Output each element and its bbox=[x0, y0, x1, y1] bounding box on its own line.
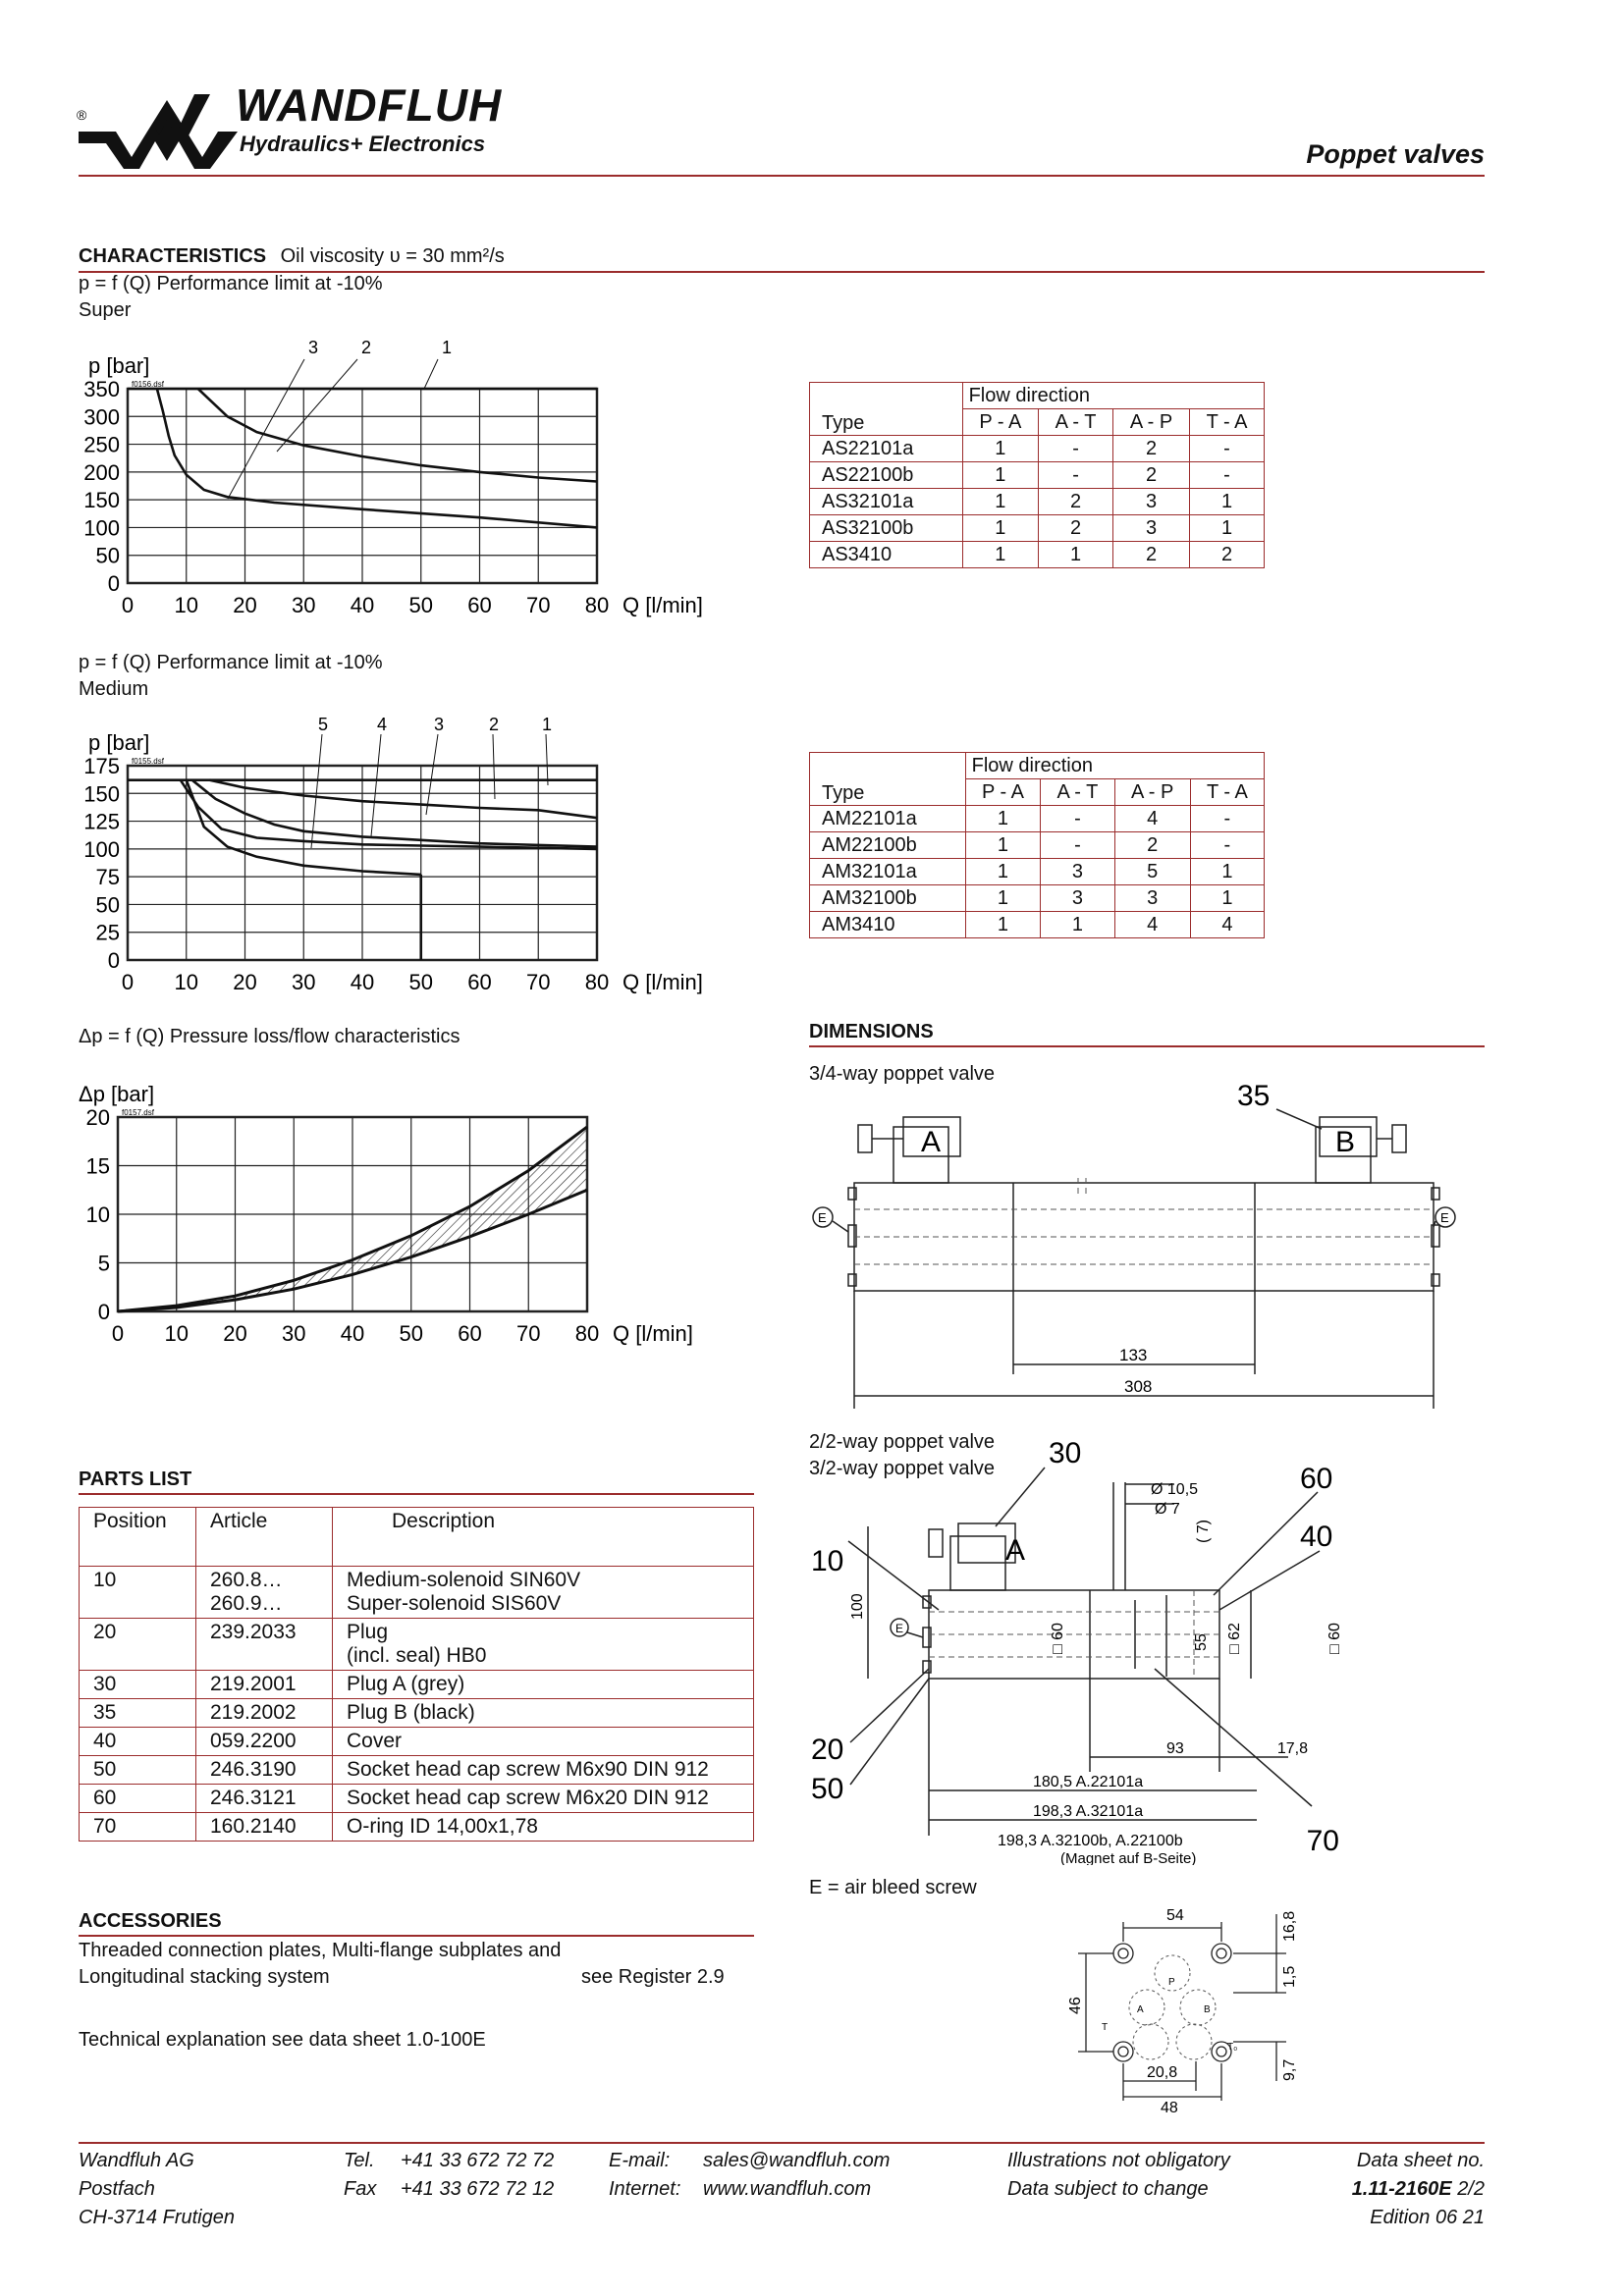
file-tag: f0156.dsf bbox=[132, 380, 164, 389]
svg-text:60: 60 bbox=[1300, 1463, 1333, 1495]
svg-text:T₀: T₀ bbox=[1227, 2042, 1238, 2053]
table-row bbox=[80, 1813, 754, 1842]
table-cell: 2 bbox=[1039, 489, 1113, 515]
table-cell: AM32101a bbox=[810, 859, 966, 885]
x-tick-label: 60 bbox=[458, 1321, 482, 1346]
y-tick-label: 100 bbox=[83, 836, 120, 862]
svg-text:70: 70 bbox=[1306, 1825, 1339, 1857]
table-row bbox=[80, 1699, 754, 1728]
table-cell: 2 bbox=[1113, 436, 1190, 462]
footer-internet-label: Internet: bbox=[609, 2178, 681, 2200]
series-label: 3 bbox=[308, 338, 319, 357]
table-cell: 4 bbox=[1190, 912, 1264, 938]
table-cell: 1 bbox=[1190, 515, 1265, 542]
table-row bbox=[80, 1756, 754, 1785]
super-chart-subtitle: Super bbox=[79, 299, 132, 321]
chart-pressure-loss bbox=[71, 1062, 758, 1357]
part-position: 20 bbox=[80, 1619, 196, 1671]
x-axis-label: Q [l/min] bbox=[613, 1321, 693, 1346]
svg-text:10: 10 bbox=[811, 1545, 844, 1577]
col-header-article: Article bbox=[196, 1508, 333, 1567]
table-cell: - bbox=[1041, 832, 1114, 859]
table-row bbox=[810, 859, 1265, 885]
x-tick-label: 20 bbox=[223, 1321, 247, 1346]
table-cell: AM22101a bbox=[810, 806, 966, 832]
table-cell: 1 bbox=[965, 859, 1041, 885]
x-tick-label: 40 bbox=[350, 970, 375, 994]
medium-chart-title: p = f (Q) Performance limit at -10% bbox=[79, 652, 383, 673]
footer-tel-label: Tel. bbox=[344, 2150, 375, 2171]
svg-text:E: E bbox=[1440, 1210, 1449, 1225]
table-row bbox=[810, 832, 1265, 859]
part-position: 35 bbox=[80, 1699, 196, 1728]
table-cell: 3 bbox=[1041, 885, 1114, 912]
table-row bbox=[80, 1785, 754, 1813]
svg-text:Ø 10,5: Ø 10,5 bbox=[1151, 1481, 1199, 1498]
table-cell: 2 bbox=[1039, 515, 1113, 542]
table-cell: - bbox=[1041, 806, 1114, 832]
x-tick-label: 30 bbox=[292, 593, 316, 617]
x-tick-label: 30 bbox=[292, 970, 316, 994]
super-chart-title: p = f (Q) Performance limit at -10% bbox=[79, 273, 383, 294]
table-cell: 5 bbox=[1114, 859, 1190, 885]
y-tick-label: 50 bbox=[95, 892, 120, 918]
svg-text:(Magnet auf B-Seite): (Magnet auf B-Seite) bbox=[1060, 1850, 1197, 1865]
svg-text:50: 50 bbox=[811, 1773, 844, 1805]
table-row bbox=[810, 436, 1265, 462]
parts-list-rule bbox=[79, 1493, 754, 1495]
y-tick-label: 75 bbox=[95, 865, 120, 890]
x-tick-label: 0 bbox=[121, 970, 135, 994]
svg-text:( 7): ( 7) bbox=[1195, 1520, 1212, 1543]
dimensions-sub-32: 3/2-way poppet valve bbox=[809, 1458, 996, 1479]
part-description: O-ring ID 14,00x1,78 bbox=[333, 1813, 754, 1842]
col-header: T - A bbox=[1190, 409, 1265, 436]
part-description: Medium-solenoid SIN60V Super-solenoid SIS60V bbox=[333, 1567, 754, 1619]
footer-city: CH-3714 Frutigen bbox=[79, 2207, 235, 2228]
x-tick-label: 20 bbox=[233, 970, 257, 994]
footer-internet-link[interactable]: www.wandfluh.com bbox=[703, 2178, 872, 2200]
series-label: 5 bbox=[318, 715, 329, 734]
x-tick-label: 80 bbox=[584, 593, 610, 617]
table-cell: 3 bbox=[1113, 489, 1190, 515]
table-cell: 1 bbox=[962, 436, 1039, 462]
table-row bbox=[80, 1619, 754, 1671]
part-article: 219.2001 bbox=[196, 1671, 333, 1699]
air-bleed-note: E = air bleed screw bbox=[809, 1877, 977, 1898]
table-cell: - bbox=[1190, 832, 1264, 859]
table-row bbox=[810, 489, 1265, 515]
x-axis-label: Q [l/min] bbox=[623, 970, 703, 994]
characteristics-heading: CHARACTERISTICS Oil viscosity υ = 30 mm²/s bbox=[79, 245, 505, 267]
part-article: 246.3121 bbox=[196, 1785, 333, 1813]
series-leader bbox=[426, 734, 438, 815]
table-row bbox=[80, 1567, 754, 1619]
part-position: 60 bbox=[80, 1785, 196, 1813]
x-tick-label: 80 bbox=[574, 1321, 600, 1346]
part-article: 160.2140 bbox=[196, 1813, 333, 1842]
svg-text:308: 308 bbox=[1124, 1377, 1153, 1396]
footer-datasheet-label: Data sheet no. bbox=[1356, 2150, 1485, 2171]
x-tick-label: 50 bbox=[399, 1321, 423, 1346]
svg-text:93: 93 bbox=[1166, 1740, 1184, 1757]
part-description: Socket head cap screw M6x90 DIN 912 bbox=[333, 1756, 754, 1785]
series-leader bbox=[228, 359, 304, 499]
accessories-register: see Register 2.9 bbox=[581, 1966, 725, 1988]
parts-list-table bbox=[79, 1507, 754, 1842]
footer-fax-label: Fax bbox=[344, 2178, 377, 2200]
svg-text:16,8: 16,8 bbox=[1281, 1910, 1298, 1942]
svg-text:P: P bbox=[1168, 1977, 1175, 1988]
accessories-heading: ACCESSORIES bbox=[79, 1910, 222, 1932]
svg-text:40: 40 bbox=[1300, 1521, 1333, 1553]
svg-text:A: A bbox=[1137, 2004, 1144, 2015]
part-description: Cover bbox=[333, 1728, 754, 1756]
y-tick-label: 20 bbox=[85, 1105, 110, 1130]
table-cell: 4 bbox=[1114, 912, 1190, 938]
col-header-description: Description bbox=[333, 1508, 754, 1567]
series-line-2 bbox=[198, 389, 597, 482]
svg-text:Ø 7: Ø 7 bbox=[1155, 1501, 1180, 1518]
series-leader bbox=[311, 734, 322, 848]
y-axis-label: p [bar] bbox=[88, 353, 150, 378]
table-cell: 1 bbox=[962, 462, 1039, 489]
table-cell: 1 bbox=[1039, 542, 1113, 568]
table-row bbox=[810, 542, 1265, 568]
series-label: 1 bbox=[542, 715, 553, 734]
y-tick-label: 350 bbox=[83, 377, 120, 401]
part-description: Plug B (black) bbox=[333, 1699, 754, 1728]
drawing-34-way-valve bbox=[805, 1080, 1492, 1414]
y-tick-label: 150 bbox=[83, 781, 120, 807]
svg-text:□ 62: □ 62 bbox=[1226, 1623, 1243, 1654]
table-cell: 1 bbox=[965, 885, 1041, 912]
table-cell: 1 bbox=[1041, 912, 1114, 938]
y-tick-label: 0 bbox=[107, 948, 120, 973]
dimensions-heading: DIMENSIONS bbox=[809, 1021, 934, 1042]
table-cell: 3 bbox=[1114, 885, 1190, 912]
y-tick-label: 250 bbox=[83, 432, 120, 457]
svg-text:B: B bbox=[1335, 1126, 1356, 1158]
svg-text:□ 60: □ 60 bbox=[1050, 1623, 1066, 1654]
y-tick-label: 200 bbox=[83, 459, 120, 485]
dimensions-sub-34: 3/4-way poppet valve bbox=[809, 1063, 996, 1085]
flow-direction-table-super bbox=[809, 382, 1265, 568]
y-tick-label: 0 bbox=[107, 571, 120, 596]
footer-note-data: Data subject to change bbox=[1007, 2178, 1209, 2200]
col-header: T - A bbox=[1190, 779, 1264, 806]
table-row bbox=[810, 806, 1265, 832]
x-tick-label: 70 bbox=[516, 1321, 541, 1346]
dimensions-sub-22: 2/2-way poppet valve bbox=[809, 1431, 996, 1453]
y-tick-label: 300 bbox=[83, 404, 120, 430]
x-tick-label: 70 bbox=[526, 970, 551, 994]
table-cell: AS32100b bbox=[810, 515, 963, 542]
table-cell: 1 bbox=[1190, 859, 1264, 885]
x-tick-label: 40 bbox=[340, 1321, 365, 1346]
x-tick-label: 80 bbox=[584, 970, 610, 994]
drawing-22-32-way-valve bbox=[801, 1433, 1351, 1865]
svg-text:®: ® bbox=[77, 107, 87, 123]
table-row bbox=[810, 515, 1265, 542]
col-header-position: Position bbox=[80, 1508, 196, 1567]
table-cell: 1 bbox=[962, 515, 1039, 542]
svg-text:55: 55 bbox=[1193, 1633, 1210, 1651]
brand-subtitle: Hydraulics+ Electronics bbox=[240, 132, 486, 156]
table-row bbox=[810, 912, 1265, 938]
table-cell: 1 bbox=[962, 489, 1039, 515]
x-tick-label: 0 bbox=[121, 593, 135, 617]
table-cell: AM22100b bbox=[810, 832, 966, 859]
table-cell: 2 bbox=[1113, 462, 1190, 489]
part-position: 40 bbox=[80, 1728, 196, 1756]
x-tick-label: 60 bbox=[467, 593, 492, 617]
y-tick-label: 50 bbox=[95, 543, 120, 568]
svg-text:1,5: 1,5 bbox=[1281, 1965, 1298, 1988]
table-cell: 1 bbox=[965, 806, 1041, 832]
footer-rule bbox=[79, 2142, 1485, 2144]
x-tick-label: 50 bbox=[408, 970, 433, 994]
x-tick-label: 10 bbox=[164, 1321, 189, 1346]
svg-text:198,3 A.32100b, A.22100b: 198,3 A.32100b, A.22100b bbox=[998, 1833, 1183, 1849]
col-header: P - A bbox=[962, 409, 1039, 436]
svg-text:□ 60: □ 60 bbox=[1326, 1623, 1343, 1654]
x-axis-label: Q [l/min] bbox=[623, 593, 703, 617]
col-header: A - T bbox=[1039, 409, 1113, 436]
svg-text:B: B bbox=[1204, 2004, 1211, 2015]
dp-chart-title: Δp = f (Q) Pressure loss/flow characteristics bbox=[79, 1026, 460, 1047]
svg-text:48: 48 bbox=[1161, 2100, 1178, 2116]
y-tick-label: 0 bbox=[97, 1300, 110, 1324]
svg-text:133: 133 bbox=[1119, 1346, 1148, 1364]
footer-tel: +41 33 672 72 72 bbox=[401, 2150, 555, 2171]
x-tick-label: 0 bbox=[111, 1321, 125, 1346]
svg-text:A: A bbox=[921, 1126, 942, 1158]
svg-text:20,8: 20,8 bbox=[1147, 2064, 1178, 2081]
y-tick-label: 100 bbox=[83, 515, 120, 541]
footer-datasheet-number: 1.11-2160E 2/2 bbox=[1351, 2178, 1485, 2200]
table-cell: AS32101a bbox=[810, 489, 963, 515]
dimensions-rule bbox=[809, 1045, 1485, 1047]
series-leader bbox=[424, 359, 438, 389]
accessories-rule bbox=[79, 1935, 754, 1937]
footer-email-link[interactable]: sales@wandfluh.com bbox=[703, 2150, 891, 2171]
footer-note-illustrations: Illustrations not obligatory bbox=[1007, 2150, 1230, 2171]
col-header: P - A bbox=[965, 779, 1041, 806]
y-tick-label: 10 bbox=[85, 1202, 110, 1227]
table-cell: - bbox=[1190, 462, 1265, 489]
x-tick-label: 40 bbox=[350, 593, 375, 617]
table-cell: 2 bbox=[1113, 542, 1190, 568]
svg-text:T: T bbox=[1102, 2022, 1109, 2033]
footer-edition: Edition 06 21 bbox=[1370, 2207, 1485, 2228]
part-article: 219.2002 bbox=[196, 1699, 333, 1728]
col-header: A - T bbox=[1041, 779, 1114, 806]
footer-postfach: Postfach bbox=[79, 2178, 155, 2200]
x-tick-label: 10 bbox=[174, 593, 198, 617]
col-header: A - P bbox=[1113, 409, 1190, 436]
y-tick-label: 150 bbox=[83, 488, 120, 513]
table-row bbox=[810, 462, 1265, 489]
series-label: 1 bbox=[442, 338, 453, 357]
table-cell: 1 bbox=[965, 912, 1041, 938]
x-tick-label: 30 bbox=[282, 1321, 306, 1346]
table-cell: 4 bbox=[1114, 806, 1190, 832]
drawing-interface-pattern bbox=[1060, 1895, 1345, 2120]
file-tag: f0157.dsf bbox=[122, 1108, 154, 1117]
file-tag: f0155.dsf bbox=[132, 757, 164, 766]
table-cell: - bbox=[1190, 436, 1265, 462]
header-rule bbox=[79, 175, 1485, 177]
table-cell: 1 bbox=[1190, 885, 1264, 912]
svg-text:20: 20 bbox=[811, 1734, 844, 1766]
svg-text:30: 30 bbox=[1049, 1437, 1082, 1469]
table-cell: AS22100b bbox=[810, 462, 963, 489]
medium-chart-subtitle: Medium bbox=[79, 678, 149, 700]
part-description: Plug A (grey) bbox=[333, 1671, 754, 1699]
part-position: 30 bbox=[80, 1671, 196, 1699]
chart-medium bbox=[71, 711, 758, 1005]
part-article: 059.2200 bbox=[196, 1728, 333, 1756]
svg-text:54: 54 bbox=[1166, 1907, 1184, 1924]
series-label: 2 bbox=[361, 338, 372, 357]
table-cell: 3 bbox=[1113, 515, 1190, 542]
y-tick-label: 25 bbox=[95, 920, 120, 945]
parts-list-heading: PARTS LIST bbox=[79, 1468, 192, 1490]
part-position: 50 bbox=[80, 1756, 196, 1785]
svg-text:46: 46 bbox=[1067, 1997, 1084, 2014]
table-cell: AS22101a bbox=[810, 436, 963, 462]
part-article: 260.8… 260.9… bbox=[196, 1567, 333, 1619]
part-description: Socket head cap screw M6x20 DIN 912 bbox=[333, 1785, 754, 1813]
table-cell: 1 bbox=[965, 832, 1041, 859]
part-position: 70 bbox=[80, 1813, 196, 1842]
table-cell: 3 bbox=[1041, 859, 1114, 885]
col-header-type: Type bbox=[810, 753, 966, 806]
x-tick-label: 50 bbox=[408, 593, 433, 617]
y-axis-label: Δp [bar] bbox=[79, 1082, 155, 1106]
table-cell: - bbox=[1039, 462, 1113, 489]
col-header-type: Type bbox=[810, 383, 963, 436]
x-tick-label: 20 bbox=[233, 593, 257, 617]
part-description: Plug (incl. seal) HB0 bbox=[333, 1619, 754, 1671]
y-axis-label: p [bar] bbox=[88, 730, 150, 755]
series-leader bbox=[277, 359, 357, 452]
flow-direction-table-medium bbox=[809, 752, 1265, 938]
page-title: Poppet valves bbox=[1306, 139, 1485, 169]
y-tick-label: 175 bbox=[83, 754, 120, 778]
table-cell: 1 bbox=[962, 542, 1039, 568]
footer-company: Wandfluh AG bbox=[79, 2150, 194, 2171]
table-row bbox=[80, 1671, 754, 1699]
series-label: 4 bbox=[377, 715, 388, 734]
table-cell: AM32100b bbox=[810, 885, 966, 912]
table-cell: 2 bbox=[1114, 832, 1190, 859]
footer-email-label: E-mail: bbox=[609, 2150, 671, 2171]
table-row bbox=[810, 885, 1265, 912]
accessories-line-2: Longitudinal stacking system bbox=[79, 1966, 330, 1988]
y-tick-label: 125 bbox=[83, 809, 120, 834]
svg-text:198,3 A.32101a: 198,3 A.32101a bbox=[1033, 1803, 1144, 1820]
footer-fax: +41 33 672 72 12 bbox=[401, 2178, 555, 2200]
technical-explanation: Technical explanation see data sheet 1.0-100E bbox=[79, 2029, 486, 2051]
y-tick-label: 5 bbox=[97, 1251, 110, 1276]
series-leader bbox=[546, 734, 548, 785]
svg-text:E: E bbox=[895, 1622, 904, 1635]
table-cell: - bbox=[1190, 806, 1264, 832]
col-header: A - P bbox=[1114, 779, 1190, 806]
x-tick-label: 70 bbox=[526, 593, 551, 617]
table-cell: 1 bbox=[1190, 489, 1265, 515]
group-header-flow-direction: Flow direction bbox=[965, 753, 1264, 779]
table-row bbox=[80, 1728, 754, 1756]
brand-name: WANDFLUH bbox=[236, 80, 503, 131]
svg-text:E: E bbox=[818, 1210, 827, 1225]
x-tick-label: 60 bbox=[467, 970, 492, 994]
svg-text:100: 100 bbox=[849, 1593, 866, 1620]
table-cell: - bbox=[1039, 436, 1113, 462]
part-position: 10 bbox=[80, 1567, 196, 1619]
table-cell: AM3410 bbox=[810, 912, 966, 938]
svg-text:9,7: 9,7 bbox=[1281, 2058, 1298, 2081]
table-cell: 2 bbox=[1190, 542, 1265, 568]
svg-text:A: A bbox=[1005, 1534, 1026, 1567]
part-article: 239.2033 bbox=[196, 1619, 333, 1671]
svg-text:17,8: 17,8 bbox=[1276, 1740, 1308, 1757]
svg-text:180,5 A.22101a: 180,5 A.22101a bbox=[1033, 1774, 1144, 1790]
y-tick-label: 15 bbox=[85, 1153, 110, 1179]
part-article: 246.3190 bbox=[196, 1756, 333, 1785]
group-header-flow-direction: Flow direction bbox=[962, 383, 1264, 409]
svg-text:35: 35 bbox=[1237, 1080, 1271, 1112]
series-label: 2 bbox=[489, 715, 500, 734]
accessories-line-1: Threaded connection plates, Multi-flange subplates and bbox=[79, 1940, 562, 1961]
table-cell: AS3410 bbox=[810, 542, 963, 568]
series-label: 3 bbox=[434, 715, 445, 734]
chart-super bbox=[71, 334, 758, 628]
x-tick-label: 10 bbox=[174, 970, 198, 994]
